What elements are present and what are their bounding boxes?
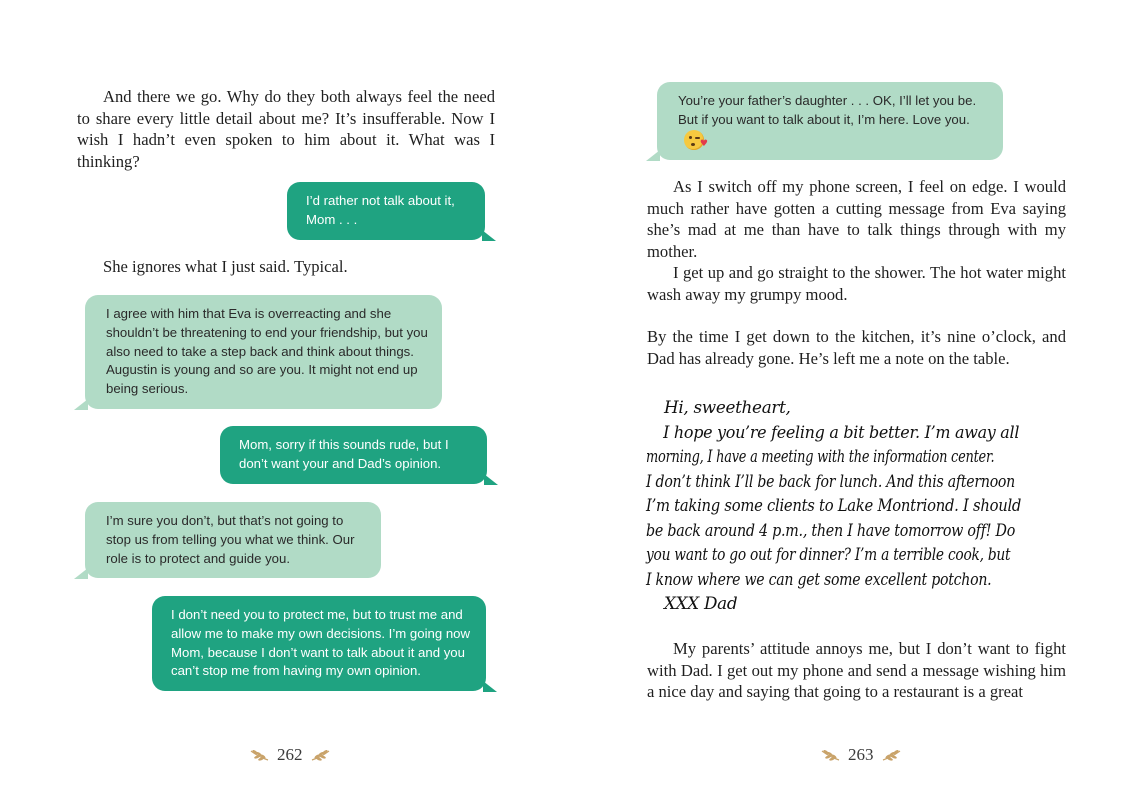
bubble-tail bbox=[484, 474, 498, 485]
note-line: I’m taking some clients to Lake Montriond. I should bbox=[646, 495, 1022, 515]
note-line: I know where we can get some excellent potchon. bbox=[646, 568, 992, 589]
note-line: I don’t think I’ll be back for lunch. And this afternoon bbox=[646, 470, 1015, 491]
note-line: Hi, sweetheart, bbox=[664, 397, 791, 417]
message-bubble-outgoing bbox=[220, 426, 487, 484]
note-line: XXX Dad bbox=[664, 593, 738, 613]
laurel-ornament-icon bbox=[882, 748, 902, 762]
right-paragraph-1: As I switch off my phone screen, I feel on edge. I would much rather have gotten a cutting message from Eva saying she’s mad at me than have to talk things through with my mother. bbox=[647, 177, 1066, 261]
laurel-ornament-icon bbox=[249, 748, 269, 762]
message-text: I’d rather not talk about it, Mom . . . bbox=[306, 193, 455, 227]
message-bubble-incoming bbox=[85, 295, 442, 409]
message-text: Mom, sorry if this sounds rude, but I don’t want your and Dad’s opinion. bbox=[239, 437, 449, 471]
note-line: be back around 4 p.m., then I have tomorrow off! Do bbox=[646, 519, 1016, 540]
bubble-tail bbox=[483, 681, 497, 692]
message-bubble-outgoing bbox=[287, 182, 485, 240]
right-paragraph-2: I get up and go straight to the shower. The hot water might wash away my grumpy mood. bbox=[647, 263, 1066, 304]
message-text: I don’t need you to protect me, but to trust me and allow me to make my own decisions. I’m going now Mom, because I don’t want to talk about it and you can’t stop me from having my own opinion. bbox=[171, 607, 471, 679]
page-number: 263 bbox=[848, 745, 874, 764]
left-paragraph-2: She ignores what I just said. Typical. bbox=[103, 257, 348, 276]
page-number: 262 bbox=[277, 745, 303, 764]
laurel-ornament-icon bbox=[820, 748, 840, 762]
note-line: I hope you’re feeling a bit better. I’m away all bbox=[663, 421, 1020, 442]
laurel-ornament-icon bbox=[311, 748, 331, 762]
note-line: you want to go out for dinner? I’m a terrible cook, but bbox=[646, 544, 1011, 564]
message-text: I’m sure you don’t, but that’s not going to stop us from telling you what we think. Our role is to protect and guide you. bbox=[106, 513, 355, 566]
message-bubble-incoming bbox=[657, 82, 1003, 160]
handwritten-note bbox=[646, 395, 1071, 616]
bubble-tail bbox=[646, 150, 660, 161]
message-text-content: You’re your father’s daughter . . . OK, I’ll let you be. But if you want to talk about it, I’m here. Love you. bbox=[678, 93, 977, 127]
page-number-left bbox=[249, 745, 331, 765]
note-line: morning, I have a meeting with the information center. bbox=[646, 446, 995, 466]
message-text bbox=[678, 92, 989, 150]
message-bubble-incoming bbox=[85, 502, 381, 578]
message-text: I agree with him that Eva is overreacting and she shouldn’t be threatening to end your friendship, but you also need to take a step back and think about things. Augustin is young and so are you. It might not end up being serious. bbox=[106, 306, 428, 397]
page-number-right bbox=[820, 745, 902, 765]
left-paragraph-1: And there we go. Why do they both always feel the need to share every little detail about me? It’s insufferable. Now I wish I hadn’t even spoken to him about it. What was I thinking? bbox=[77, 87, 495, 171]
bubble-tail bbox=[74, 399, 88, 410]
bubble-tail bbox=[482, 230, 496, 241]
kiss-face-emoji-icon: ♥ bbox=[684, 130, 704, 150]
bubble-tail bbox=[74, 568, 88, 579]
right-paragraph-4: My parents’ attitude annoys me, but I don’t want to fight with Dad. I get out my phone and send a message wishing him a nice day and saying that going to a restaurant is a great bbox=[647, 639, 1066, 702]
message-bubble-outgoing bbox=[152, 596, 486, 691]
right-paragraph-3: By the time I get down to the kitchen, it’s nine o’clock, and Dad has already gone. He’s left me a note on the table. bbox=[647, 327, 1066, 368]
